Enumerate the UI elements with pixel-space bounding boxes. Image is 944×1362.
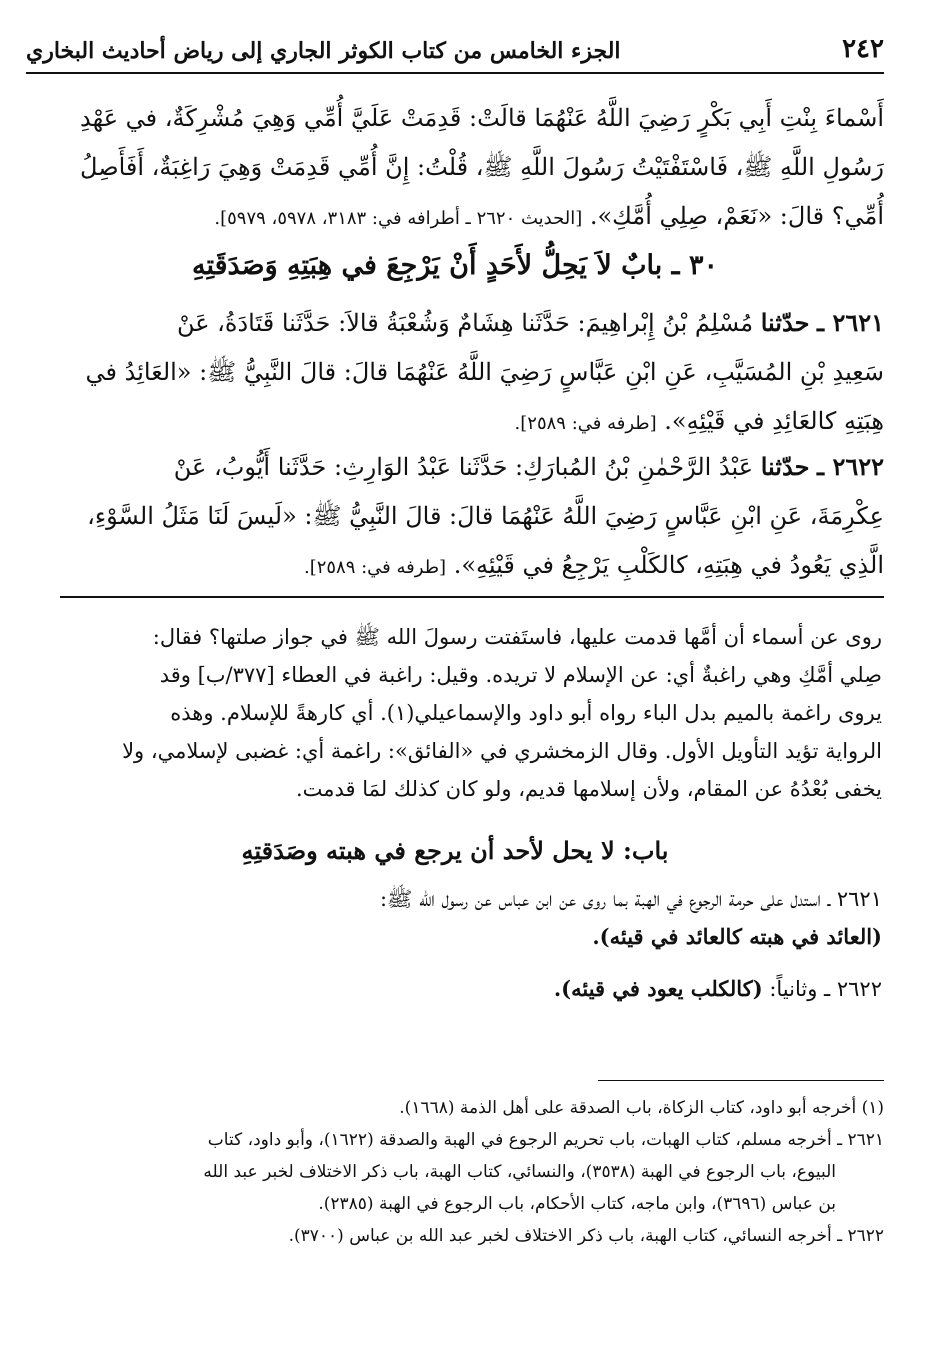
hadith-number: ٢٦٢٢ ـ [817,452,884,481]
commentary-chapter-heading: باب: لا يحل لأحد أن يرجع في هبته وصَدَقتِهِ [241,836,669,865]
hadith-2622 [26,442,884,592]
narrated-label: حدّثنا [760,452,810,481]
commentary-line: الرواية تؤيد التأويل الأول. وقال الزمخشري في «الفائق»: راغمة أي: غضبى لإسلامي، ولا [122,739,882,763]
commentary-line: يروى راغمة بالميم بدل الباء رواه أبو داود والإسماعيلي(١). أي كارهةً للإسلام. وهذه [170,701,882,725]
hadith-line: أَسْماءَ بِنْتِ أَبِي بَكْرٍ رَضِيَ اللَّهُ عَنْهُمَا قالَتْ: قَدِمَتْ عَلَيَّ أُمِّي وَهِيَ مُشْرِكَةٌ، في عَهْدِ [80,104,884,132]
hadith-text: عَبْدُ الرَّحْمٰنِ بْنُ المُبارَكِ: حَدَّثَنا عَبْدُ الوَارِثِ: حَدَّثَنا أَيُّوبُ، عَنْ [173,453,754,481]
hadith-line: سَعِيدِ بْنِ المُسَيَّبِ، عَنِ ابْنِ عَبَّاسٍ رَضِيَ اللَّهُ عَنْهُمَا قالَ: قالَ النَّبِيُّ ﷺ: «العَائِدُ في [85,358,884,386]
text-commentary-divider [60,596,884,598]
hadith-line: عِكْرِمَةَ، عَنِ ابْنِ عَبَّاسٍ رَضِيَ اللَّهُ عَنْهُمَا قالَ: قالَ النَّبِيُّ ﷺ: «لَيسَ لَنَا مَثَلُ السَّوْءِ، [87,502,884,530]
commentary-line: ٢٦٢١ ـ استدل على حرمة الرجوع في الهبة بما روى عن ابن عباس عن رسول الله ﷺ: [379,887,882,911]
commentary-line: روى عن أسماء أن أمَّها قدمت عليها، فاستَفتت رسولَ الله ﷺ في جواز صلتها؟ فقال: [152,625,882,649]
footnote-separator [598,1080,884,1081]
footnote-2622: ٢٦٢٢ ـ أخرجه النسائي، كتاب الهبة، باب ذكر الاختلاف لخبر عبد الله بن عباس (٣٧٠٠). [288,1226,884,1246]
cross-reference: [الحديث ٢٦٢٠ ـ أطرافه في: ٣١٨٣، ٥٩٧٨، ٥٩٧٩]. [214,208,583,229]
hadith-text: هِبَتِهِ كالعَائِدِ في قَيْئِهِ». [664,407,884,435]
page-number: ٢٤٢ [842,34,884,64]
footnote-2621-cont: بن عباس (٣٦٩٦)، وابن ماجه، كتاب الأحكام، باب الرجوع في الهبة (٢٣٨٥). [318,1194,836,1214]
footnote-2621: ٢٦٢١ ـ أخرجه مسلم، كتاب الهبات، باب تحريم الرجوع في الهبة والصدقة (١٦٢٢)، وأبو داود، كتاب [207,1130,884,1150]
hadith-line [26,442,884,492]
page-header [26,30,884,74]
hadith-line [26,192,884,243]
hadith-line [26,397,884,448]
cross-reference: [طرفه في: ٢٥٨٩]. [514,413,657,434]
footnote-2621-cont: البيوع، باب الرجوع في الهبة (٣٥٣٨)، والنسائي، كتاب الهبة، باب ذكر الاختلاف لخبر عبد الله [203,1162,836,1182]
hadith-2620-continuation [26,94,884,243]
commentary-paragraph [70,618,882,808]
commentary-prefix: ٢٦٢٢ ـ وثانياً: [769,977,882,1001]
quoted-hadith: (العائد في هبته كالعائد في قيئه). [592,924,882,949]
quoted-hadith: (كالكلب يعود في قيئه). [553,976,763,1001]
hadith-number: ٢٦٢١ ـ [817,308,884,337]
hadith-text: مُسْلِمُ بْنُ إِبْراهِيمَ: حَدَّثَنا هِشَامٌ وَشُعْبَةُ قالاَ: حَدَّثَنا قَتَادَةُ، عَنْ [176,309,754,337]
commentary-2621 [70,880,882,956]
commentary-line: يخفى بُعْدُهُ عن المقام، ولأن إسلامها قديم، ولو كان كذلك لمَا قدمت. [295,777,882,801]
hadith-2621 [26,298,884,448]
commentary-line: صِلي أمَّكِ وهي راغبةٌ أي: عن الإسلام لا تريده. وقيل: راغبة في العطاء [٣٧٧/ب] وقد [159,663,882,687]
running-title: الجزء الخامس من كتاب الكوثر الجاري إلى رياض أحاديث البخاري [26,38,621,64]
hadith-line [26,541,884,592]
footnotes [60,1092,884,1252]
footnote-1: (١) أخرجه أبو داود، كتاب الزكاة، باب الصدقة على أهل الذمة (١٦٦٨). [399,1098,884,1118]
chapter-title: ٣٠ ـ بابٌ لاَ يَحِلُّ لأَحَدٍ أَنْ يَرْجِعَ في هِبَتِهِ وَصَدَقَتِهِ [191,250,719,281]
narrated-label: حدّثنا [760,308,810,337]
commentary-2622 [70,970,882,1008]
hadith-text: أُمِّي؟ قالَ: «نَعَمْ، صِلِي أُمَّكِ». [589,202,884,230]
cross-reference: [طرفه في: ٢٥٨٩]. [303,557,447,578]
commentary-line [70,970,882,1008]
hadith-line: رَسُولِ اللَّهِ ﷺ، فَاسْتَفْتَيْتُ رَسُولَ اللَّهِ ﷺ، قُلْتُ: إِنَّ أُمِّي قَدِمَتْ وَهِيَ رَاغِبَةٌ، أَفَأَصِلُ [80,153,884,181]
hadith-line [26,298,884,348]
hadith-text: الَّذِي يَعُودُ في هِبَتِهِ، كالكَلْبِ يَرْجِعُ في قَيْئِهِ». [453,551,884,579]
